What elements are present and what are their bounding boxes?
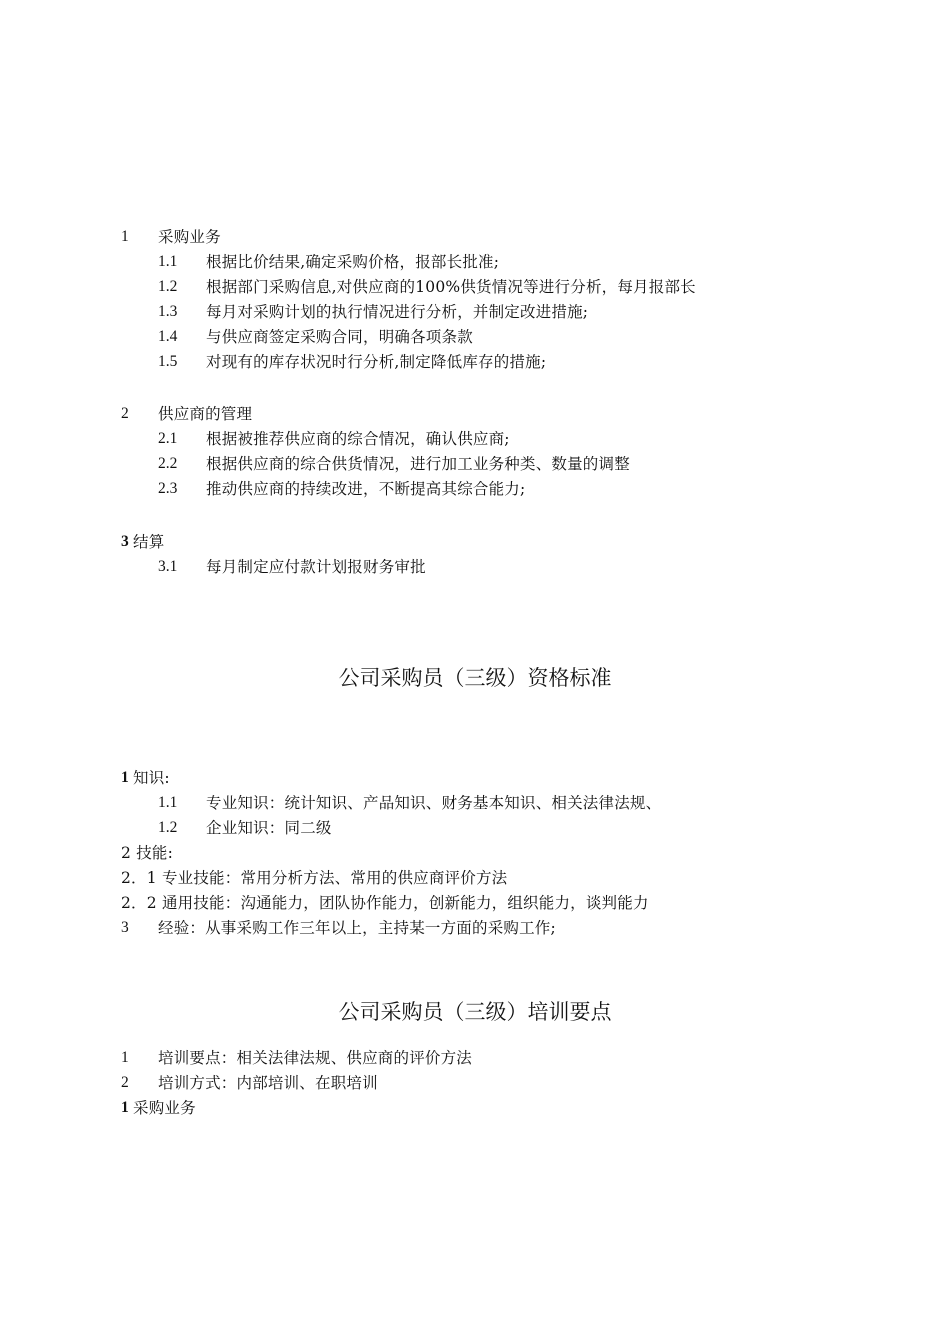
- section-number: 1: [121, 1099, 129, 1116]
- section-number: 1: [121, 769, 129, 786]
- list-item: 2．2 通用技能：沟通能力，团队协作能力，创新能力，组织能力，谈判能力: [121, 894, 649, 912]
- list-item: 专业知识：统计知识、产品知识、财务基本知识、相关法律法规、: [206, 794, 662, 812]
- item-number: 2: [121, 1074, 129, 1091]
- list-item: 对现有的库存状况时行分析,制定降低库存的措施;: [206, 353, 547, 371]
- item-number: 2.1: [158, 430, 178, 447]
- item-number: 1.2: [158, 278, 178, 295]
- item-number: 3.1: [158, 558, 178, 575]
- list-item: 根据比价结果,确定采购价格，报部长批准;: [206, 253, 500, 271]
- item-number: 2.3: [158, 480, 178, 497]
- item-number: 1.4: [158, 328, 178, 345]
- item-number: 1.1: [158, 794, 178, 811]
- list-item: 2．1 专业技能：常用分析方法、常用的供应商评价方法: [121, 869, 508, 887]
- item-number: 1.5: [158, 353, 178, 370]
- item-number: 2.2: [158, 455, 178, 472]
- list-item: 培训要点：相关法律法规、供应商的评价方法: [158, 1049, 473, 1067]
- list-item: 根据部门采购信息,对供应商的100%供货情况等进行分析，每月报部长: [206, 278, 696, 296]
- item-number: 1.1: [158, 253, 178, 270]
- section-title: 采购业务: [133, 1099, 196, 1117]
- list-item: 根据供应商的综合供货情况，进行加工业务种类、数量的调整: [206, 455, 630, 473]
- item-number: 1.3: [158, 303, 178, 320]
- section-number: 3: [121, 533, 129, 550]
- item-number: 1.2: [158, 819, 178, 836]
- qualification-heading: 公司采购员（三级）资格标准: [338, 666, 612, 690]
- section-number: 2: [121, 405, 129, 422]
- section-title: 2 技能:: [121, 844, 174, 862]
- training-heading: 公司采购员（三级）培训要点: [338, 1000, 612, 1024]
- section-number: 1: [121, 228, 129, 245]
- list-item: 企业知识：同二级: [206, 819, 332, 837]
- list-item: 经验：从事采购工作三年以上，主持某一方面的采购工作;: [158, 919, 556, 937]
- list-item: 根据被推荐供应商的综合情况，确认供应商;: [206, 430, 510, 448]
- list-item: 推动供应商的持续改进，不断提高其综合能力;: [206, 480, 526, 498]
- list-item: 与供应商签定采购合同，明确各项条款: [206, 328, 473, 346]
- list-item: 培训方式：内部培训、在职培训: [158, 1074, 378, 1092]
- item-number: 3: [121, 919, 129, 936]
- section-title: 供应商的管理: [158, 405, 253, 423]
- list-item: 每月制定应付款计划报财务审批: [206, 558, 426, 576]
- list-item: 每月对采购计划的执行情况进行分析，并制定改进措施;: [206, 303, 589, 321]
- item-number: 1: [121, 1049, 129, 1066]
- section-title: 结算: [133, 533, 165, 551]
- section-title: 采购业务: [158, 228, 221, 246]
- section-title: 知识:: [133, 769, 170, 787]
